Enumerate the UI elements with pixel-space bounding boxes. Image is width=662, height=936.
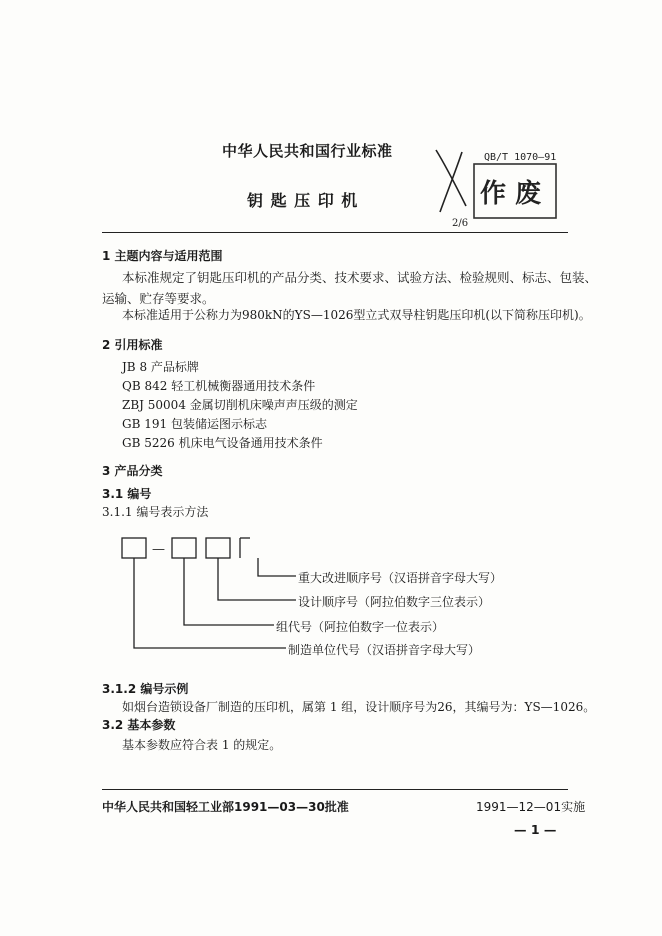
reference-item: QB 842 轻工机械衡器通用技术条件 [122, 379, 316, 393]
box-design-sequence [206, 538, 230, 558]
section-3-1-2-text: 如烟台造锁设备厂制造的压印机，属第 1 组，设计顺序号为26，其编号为：YS—1026。 [122, 700, 596, 714]
section-3-2-heading: 3.2 基本参数 [102, 718, 176, 732]
section-3-1-2-heading: 3.1.2 编号示例 [102, 682, 189, 696]
reference-item: ZBJ 50004 金属切削机床噪声声压级的测定 [122, 398, 358, 412]
footer-rule [102, 789, 568, 790]
document-title: 钥 匙 压 印 机 [247, 191, 359, 210]
section-3-1-heading: 3.1 编号 [102, 487, 152, 501]
diagram-label-manufacturer-code: 制造单位代号（汉语拼音字母大写） [288, 643, 481, 657]
diagram-label-major-improvement: 重大改进顺序号（汉语拼音字母大写） [298, 571, 503, 585]
reference-item: GB 5226 机床电气设备通用技术条件 [122, 436, 323, 450]
diagram-label-design-sequence: 设计顺序号（阿拉伯数字三位表示） [298, 595, 491, 609]
box-group-code [172, 538, 196, 558]
stamp-note: 2/6 [452, 218, 469, 229]
reference-item: JB 8 产品标牌 [122, 360, 199, 374]
section-3-1-1-heading: 3.1.1 编号表示方法 [102, 505, 209, 519]
section-1-heading: 1 主题内容与适用范围 [102, 249, 223, 263]
standard-title: 中华人民共和国行业标准 [222, 142, 393, 160]
box-manufacturer-code [122, 538, 146, 558]
reference-item: GB 191 包装储运图示标志 [122, 417, 267, 431]
approval-line: 中华人民共和国轻工业部1991—03—30批准 [102, 800, 349, 814]
stamp-mark: 作 废 [480, 179, 542, 209]
section-3-heading: 3 产品分类 [102, 464, 163, 478]
obsolete-stamp [432, 146, 562, 230]
implementation-date: 1991—12—01实施 [476, 800, 586, 814]
section-3-2-text: 基本参数应符合表 1 的规定。 [122, 738, 282, 752]
page-number: — 1 — [514, 822, 557, 837]
section-1-paragraph-1b: 运输、贮存等要求。 [102, 291, 215, 306]
diagram-dash: — [152, 542, 165, 557]
header-rule [102, 232, 568, 233]
section-1-paragraph-1a: 本标准规定了钥匙压印机的产品分类、技术要求、试验方法、检验规则、标志、包装、 [122, 270, 598, 285]
stamp-code: QB/T 1070—91 [484, 152, 557, 163]
diagram-label-group-code: 组代号（阿拉伯数字一位表示） [276, 620, 445, 634]
section-2-heading: 2 引用标准 [102, 338, 163, 352]
section-1-paragraph-2: 本标准适用于公称力为980kN的YS—1026型立式双导柱钥匙压印机(以下简称压印机)。 [122, 308, 591, 322]
